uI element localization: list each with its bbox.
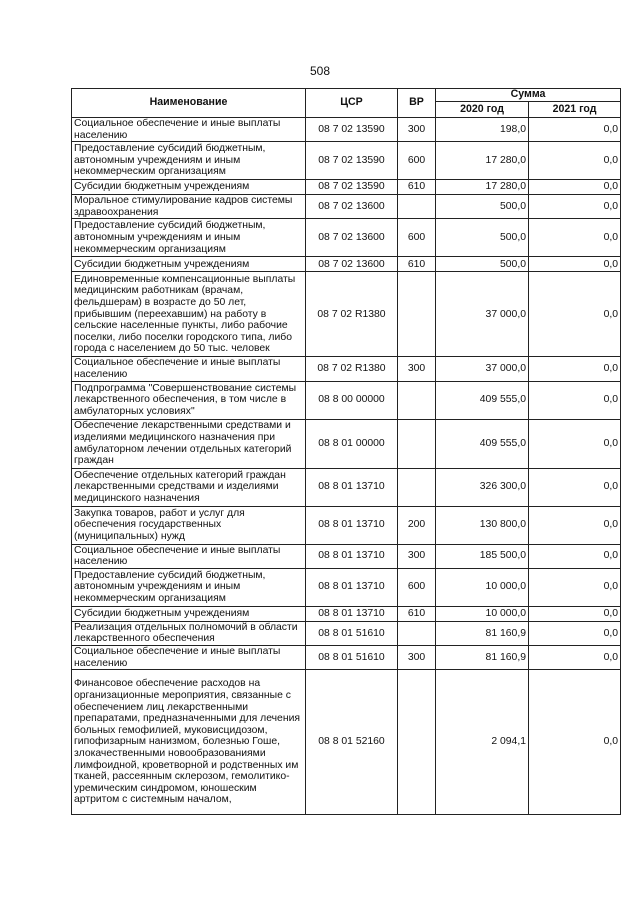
row-name: Субсидии бюджетным учреждениям <box>72 606 306 621</box>
row-vr <box>398 621 436 645</box>
row-sum-2020: 130 800,0 <box>436 506 529 544</box>
row-csr: 08 8 01 13710 <box>306 544 398 568</box>
row-sum-2021: 0,0 <box>529 180 621 195</box>
row-csr: 08 8 00 00000 <box>306 381 398 419</box>
row-name: Моральное стимулирование кадров системы здравоохранения <box>72 195 306 219</box>
row-sum-2020: 409 555,0 <box>436 381 529 419</box>
row-sum-2021: 0,0 <box>529 118 621 142</box>
row-sum-2020: 409 555,0 <box>436 419 529 468</box>
row-sum-2020: 10 000,0 <box>436 606 529 621</box>
row-sum-2021: 0,0 <box>529 357 621 381</box>
row-vr: 300 <box>398 645 436 669</box>
row-sum-2021: 0,0 <box>529 645 621 669</box>
row-sum-2021: 0,0 <box>529 468 621 506</box>
row-name: Обеспечение лекарственными средствами и изделиями медицинского назначения при амбулаторном лечении отдельных категорий граждан <box>72 419 306 468</box>
row-vr: 600 <box>398 568 436 606</box>
header-year-2020: 2020 год <box>436 102 529 118</box>
row-name: Социальное обеспечение и иные выплаты населению <box>72 645 306 669</box>
row-csr: 08 7 02 R1380 <box>306 272 398 357</box>
row-sum-2020: 500,0 <box>436 257 529 272</box>
row-vr: 300 <box>398 118 436 142</box>
row-csr: 08 8 01 51610 <box>306 621 398 645</box>
row-vr: 610 <box>398 257 436 272</box>
row-csr: 08 8 01 00000 <box>306 419 398 468</box>
row-sum-2021: 0,0 <box>529 568 621 606</box>
row-sum-2020: 37 000,0 <box>436 357 529 381</box>
row-vr <box>398 381 436 419</box>
table-row <box>72 257 621 272</box>
row-csr: 08 8 01 13710 <box>306 606 398 621</box>
table-row <box>72 645 621 669</box>
row-sum-2021: 0,0 <box>529 606 621 621</box>
row-vr: 300 <box>398 357 436 381</box>
table-row <box>72 544 621 568</box>
row-sum-2020: 185 500,0 <box>436 544 529 568</box>
row-name: Социальное обеспечение и иные выплаты населению <box>72 357 306 381</box>
row-sum-2021: 0,0 <box>529 544 621 568</box>
row-csr: 08 8 01 51610 <box>306 645 398 669</box>
table-row <box>72 357 621 381</box>
table-row <box>72 180 621 195</box>
table-body <box>72 118 621 815</box>
table-row <box>72 142 621 180</box>
row-vr: 300 <box>398 544 436 568</box>
row-csr: 08 7 02 13590 <box>306 180 398 195</box>
row-csr: 08 8 01 13710 <box>306 468 398 506</box>
row-csr: 08 8 01 52160 <box>306 670 398 815</box>
table-row <box>72 419 621 468</box>
row-name: Субсидии бюджетным учреждениям <box>72 180 306 195</box>
header-csr: ЦСР <box>306 89 398 118</box>
row-sum-2021: 0,0 <box>529 506 621 544</box>
row-sum-2021: 0,0 <box>529 381 621 419</box>
row-vr: 600 <box>398 142 436 180</box>
row-sum-2021: 0,0 <box>529 257 621 272</box>
table-row <box>72 118 621 142</box>
header-sum: Сумма <box>436 89 621 102</box>
row-csr: 08 7 02 13600 <box>306 219 398 257</box>
row-sum-2021: 0,0 <box>529 195 621 219</box>
row-vr: 200 <box>398 506 436 544</box>
row-name: Реализация отдельных полномочий в области лекарственного обеспечения <box>72 621 306 645</box>
row-name: Закупка товаров, работ и услуг для обеспечения государственных (муниципальных) нужд <box>72 506 306 544</box>
row-name: Обеспечение отдельных категорий граждан лекарственными средствами и изделиями медицинского назначения <box>72 468 306 506</box>
row-csr: 08 7 02 R1380 <box>306 357 398 381</box>
table-row <box>72 506 621 544</box>
row-name: Социальное обеспечение и иные выплаты населению <box>72 544 306 568</box>
row-name: Предоставление субсидий бюджетным, автономным учреждениям и иным некоммерческим организациям <box>72 142 306 180</box>
row-vr <box>398 670 436 815</box>
row-vr <box>398 419 436 468</box>
header-vr: ВР <box>398 89 436 118</box>
row-sum-2020: 500,0 <box>436 195 529 219</box>
table-row <box>72 195 621 219</box>
row-sum-2021: 0,0 <box>529 142 621 180</box>
row-sum-2020: 81 160,9 <box>436 645 529 669</box>
row-sum-2021: 0,0 <box>529 670 621 815</box>
row-sum-2021: 0,0 <box>529 219 621 257</box>
table-header <box>72 89 621 118</box>
row-vr: 600 <box>398 219 436 257</box>
table-row <box>72 468 621 506</box>
row-vr: 610 <box>398 180 436 195</box>
row-csr: 08 7 02 13600 <box>306 257 398 272</box>
table-row <box>72 621 621 645</box>
row-csr: 08 7 02 13590 <box>306 118 398 142</box>
row-vr <box>398 468 436 506</box>
row-vr: 610 <box>398 606 436 621</box>
row-csr: 08 8 01 13710 <box>306 568 398 606</box>
row-vr <box>398 272 436 357</box>
row-vr <box>398 195 436 219</box>
row-name: Единовременные компенсационные выплаты медицинским работникам (врачам, фельдшерам) в возрасте до 50 лет, прибывшим (переехавшим) на работу в сельские населенные пункты, либо рабочие поселки, либо поселки городского типа, либо города с населением до 50 тыс. человек <box>72 272 306 357</box>
row-sum-2020: 37 000,0 <box>436 272 529 357</box>
table-row <box>72 670 621 815</box>
row-name: Социальное обеспечение и иные выплаты населению <box>72 118 306 142</box>
row-csr: 08 7 02 13600 <box>306 195 398 219</box>
row-sum-2020: 198,0 <box>436 118 529 142</box>
table-row <box>72 272 621 357</box>
table-row <box>72 381 621 419</box>
row-name: Финансовое обеспечение расходов на организационные мероприятия, связанные с обеспечением лиц лекарственными препаратами, предназначенными для лечения больных гемофилией, муковисцидозом, гипофизарным нанизмом, болезнью Гоше, злокачественными новообразованиями лимфоидной, кроветворной и родственных им тканей, рассеянным склерозом, гемолитико-уремическим синдромом, юношеским артритом с системным началом, <box>72 670 306 815</box>
table-row <box>72 606 621 621</box>
row-csr: 08 7 02 13590 <box>306 142 398 180</box>
row-name: Предоставление субсидий бюджетным, автономным учреждениям и иным некоммерческим организациям <box>72 568 306 606</box>
header-year-2021: 2021 год <box>529 102 621 118</box>
table-row <box>72 219 621 257</box>
row-name: Субсидии бюджетным учреждениям <box>72 257 306 272</box>
table-row <box>72 568 621 606</box>
header-name: Наименование <box>72 89 306 118</box>
row-sum-2021: 0,0 <box>529 419 621 468</box>
page-number: 508 <box>309 64 331 78</box>
row-sum-2020: 326 300,0 <box>436 468 529 506</box>
row-sum-2020: 81 160,9 <box>436 621 529 645</box>
row-sum-2020: 10 000,0 <box>436 568 529 606</box>
row-sum-2020: 17 280,0 <box>436 142 529 180</box>
row-sum-2020: 17 280,0 <box>436 180 529 195</box>
row-sum-2020: 500,0 <box>436 219 529 257</box>
row-csr: 08 8 01 13710 <box>306 506 398 544</box>
row-sum-2021: 0,0 <box>529 621 621 645</box>
row-name: Подпрограмма "Совершенствование системы лекарственного обеспечения, в том числе в амбулаторных условиях" <box>72 381 306 419</box>
row-sum-2021: 0,0 <box>529 272 621 357</box>
budget-table <box>71 88 621 815</box>
row-name: Предоставление субсидий бюджетным, автономным учреждениям и иным некоммерческим организациям <box>72 219 306 257</box>
row-sum-2020: 2 094,1 <box>436 670 529 815</box>
